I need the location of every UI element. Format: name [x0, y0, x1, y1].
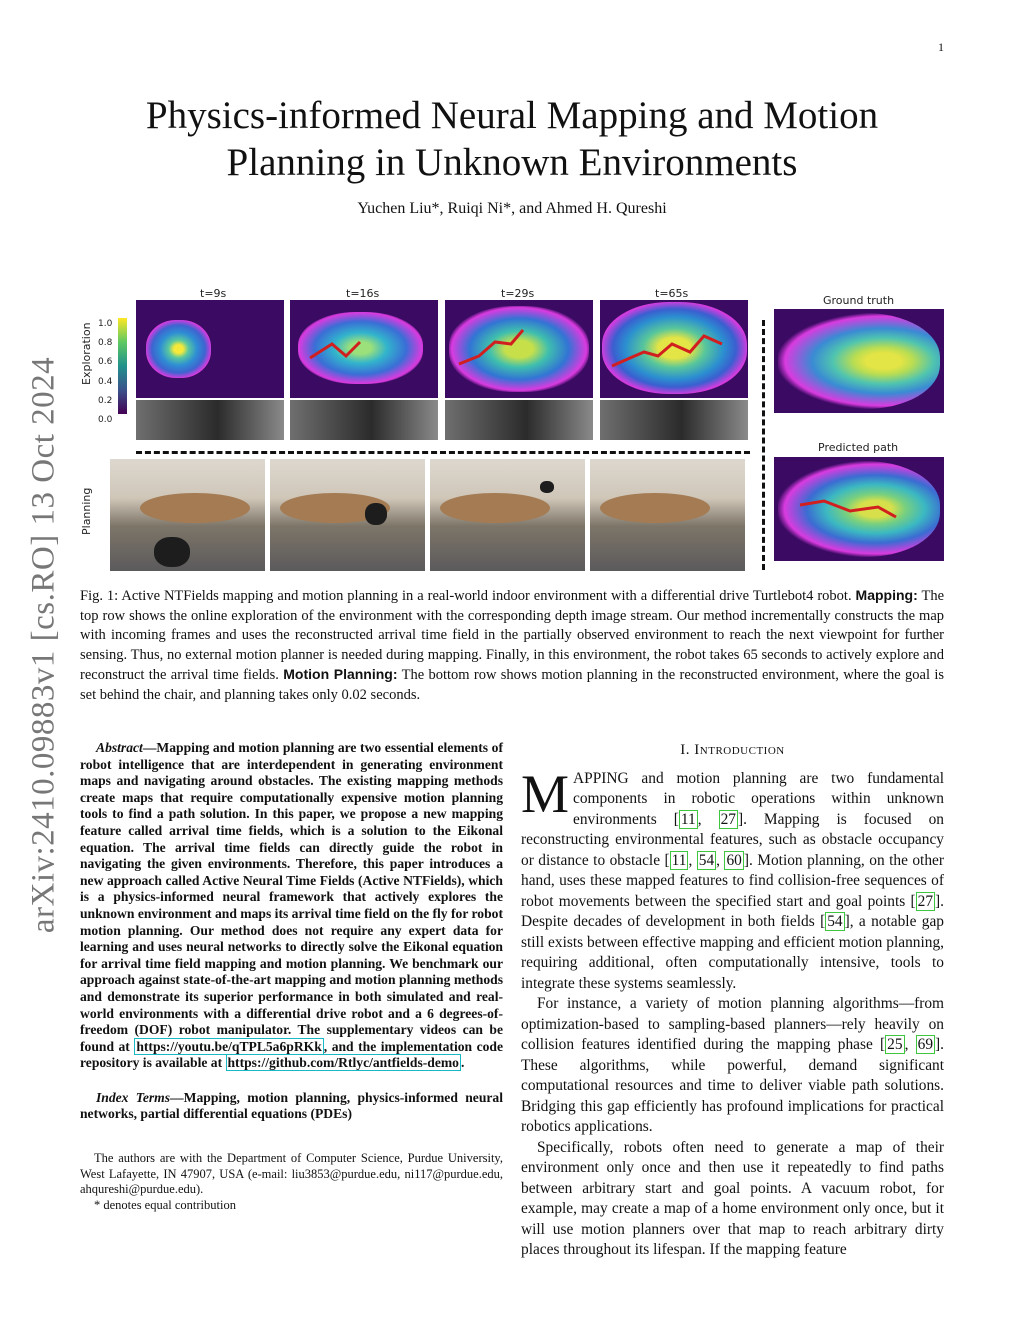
exploration-map-16s	[290, 300, 438, 398]
time-label-16s: t=16s	[346, 287, 380, 300]
index-terms-label: Index Terms	[96, 1089, 171, 1105]
predicted-path-label: Predicted path	[818, 441, 899, 454]
planning-photo-4	[590, 459, 745, 571]
depth-image-16s	[290, 400, 438, 440]
intro-paragraph-3: Specifically, robots often need to generate a map of their environment only once and then use it repeatedly to find paths between arbitrary start and goal points. A vacuum robot, for example, may create a map of a home environment only once, but it will use motion planners over that map to reach arbitrary dirty places throughout its lifespan. If the mapping feature	[521, 1138, 944, 1258]
colorbar-tick: 0.0	[98, 415, 113, 426]
text-run: ]. Motion planning, on the other hand, uses these mapped features to find collision-free sequences of robot movements between the specified start and goal points [	[521, 851, 944, 910]
colorbar-ticks	[98, 315, 112, 430]
abstract-body: —Mapping and motion planning are two essential elements of robot intelligence that are interdependent in generating environment maps and navigating around obstacles. The existing mapping methods create maps that require computationally expensive motion planning tools to find a path solution. In this paper, we propose a new mapping feature called arrival time fields, which is a solution to the Eikonal equation. The arrival time fields can directly guide the robot in navigating the given environments. Therefore, this paper introduces a new approach called Active Neural Time Fields (Active NTFields), which is a physics-informed neural framework that actively explores the unknown environment and maps its arrival time field on the fly for robot motion planning. Our method does not require any expert data for learning and uses neural networks to directly solve the Eikonal equation for arrival time field mapping and motion planning. We benchmark our approach against state-of-the-art mapping and motion planning methods and demonstrate its superior performance in both simulated and real-world environments with a differential drive robot and a 6 degrees-of-freedom (DOF) robot manipulator. The supplementary videos can be found at	[80, 740, 503, 1054]
exploration-map-9s	[136, 300, 284, 398]
intro-paragraph-1	[521, 763, 944, 995]
left-column	[80, 740, 503, 1213]
ground-truth-label: Ground truth	[823, 294, 895, 307]
figure-caption	[80, 586, 944, 705]
citation-link[interactable]: 54	[698, 851, 715, 869]
depth-image-29s	[445, 400, 593, 440]
colorbar-tick: 0.8	[98, 338, 113, 349]
citation-link[interactable]: 25	[887, 1036, 903, 1053]
paper-title: Physics-informed Neural Mapping and Motion Planning in Unknown Environments	[145, 94, 879, 184]
text-run: ,	[904, 1036, 916, 1053]
planning-row-label: Planning	[80, 487, 93, 535]
section-heading-introduction	[521, 740, 944, 761]
caption-prefix: Fig. 1: Active NTFields mapping and motion planning in a real-world indoor environment with a differential drive Turtlebot4 robot.	[80, 588, 856, 604]
right-column	[521, 740, 944, 1261]
citation-link[interactable]: 27	[917, 892, 934, 910]
text-run: ,	[716, 851, 725, 869]
abstract-mid: , and the implementation code repository is available at	[80, 1038, 504, 1071]
footnote	[80, 1151, 503, 1213]
caption-planning-text: The bottom row shows motion planning in the reconstructed environment, where the goal is set behind the chair, and planning takes only 0.02 seconds.	[80, 667, 945, 703]
citation-link[interactable]: 60	[726, 851, 742, 869]
footnote-equal-contribution: * denotes equal contribution	[94, 1197, 236, 1212]
text-run: ,	[697, 810, 719, 828]
colorbar-tick: 0.6	[98, 357, 113, 368]
figure-1	[80, 285, 950, 575]
citation-link[interactable]: 69	[917, 1036, 934, 1053]
exploration-map-29s	[445, 300, 593, 398]
predicted-path-map	[774, 457, 944, 561]
text-run: ,	[688, 851, 697, 869]
caption-mapping-label: Mapping:	[855, 587, 918, 603]
text-run: APPING and motion planning are two fundamental components in robotic operations within unknown environments [	[573, 769, 944, 828]
planning-photo-3	[430, 459, 585, 571]
code-link[interactable]: https://github.com/Rtlyc/antfields-demo	[227, 1055, 459, 1071]
abstract-label: Abstract	[96, 740, 143, 755]
colorbar-tick: 0.4	[98, 376, 113, 387]
colorbar	[118, 318, 127, 414]
abstract	[80, 740, 503, 1072]
video-link[interactable]: https://youtu.be/qTPL5a6pRKk	[136, 1038, 322, 1054]
ground-truth-map	[774, 309, 944, 413]
colorbar-tick: 0.2	[98, 395, 113, 406]
time-label-29s: t=29s	[501, 287, 535, 300]
abstract-end: .	[460, 1055, 465, 1071]
citation-link[interactable]: 27	[720, 810, 736, 828]
intro-paragraph-2	[521, 994, 944, 1138]
section-number: I.	[680, 742, 691, 758]
text-run: ]. Mapping is focused on reconstructing environmental features, such as obstacle occupancy or distance to obstacle [	[521, 810, 944, 869]
depth-image-65s	[600, 400, 748, 440]
exploration-row-label: Exploration	[80, 322, 93, 385]
time-label-9s: t=9s	[200, 287, 227, 300]
citation-link[interactable]: 11	[680, 810, 696, 828]
planning-photo-1	[110, 459, 265, 571]
citation-link[interactable]: 11	[671, 851, 687, 869]
time-label-65s: t=65s	[655, 287, 689, 300]
index-terms-body: —Mapping, motion planning, physics-informed neural networks, partial differential equations (PDEs)	[80, 1089, 503, 1122]
colorbar-tick: 1.0	[98, 319, 113, 329]
index-terms	[80, 1090, 503, 1123]
section-title: Introduction	[694, 742, 785, 758]
row-separator	[136, 451, 750, 454]
arxiv-id: arXiv:2410.09883v1 [cs.RO] 13 Oct 2024	[25, 356, 62, 934]
text-run: ], a notable gap still exists between effective mapping and efficient motion planning, requiring additional, often computationally intensive, tools to integrate these systems seamlessly.	[521, 913, 944, 992]
planning-photo-2	[270, 459, 425, 571]
text-run: ]. Despite decades of development in both fields [	[521, 892, 944, 930]
citation-link[interactable]: 54	[827, 913, 843, 930]
drop-cap: M	[521, 763, 570, 824]
footnote-affiliation: The authors are with the Department of Computer Science, Purdue University, West Lafayette, IN 47907, USA (e-mail: liu3853@purdue.edu, ni117@purdue.edu, ahqureshi@purdue.edu).	[80, 1151, 503, 1197]
caption-mapping-text: The top row shows the online exploration of the environment with the corresponding depth image stream. Our method incrementally constructs the map with incoming frames and uses the reconstructed arrival time field in the partially observed environment to reach the next viewpoint for further sensing. Thus, no external motion planner is needed during mapping. Finally, in this environment, the robot takes 65 seconds to actively explore and reconstruct the arrival time fields.	[80, 588, 944, 683]
exploration-map-65s	[600, 300, 748, 398]
page-number: 1	[938, 40, 944, 54]
text-run: ]. These algorithms, while powerful, demand significant computational resources and time to deliver viable path solutions. Bridging this gap efficiently has profound implications for practical robotics applications.	[521, 1036, 944, 1135]
column-separator	[762, 320, 765, 570]
caption-planning-label: Motion Planning:	[283, 666, 398, 682]
text-run: For instance, a variety of motion planning algorithms—from optimization-based to sampling-based planners—rely heavily on collision features identified during the mapping phase [	[521, 995, 944, 1053]
depth-image-9s	[136, 400, 284, 440]
author-list: Yuchen Liu*, Ruiqi Ni*, and Ahmed H. Qureshi	[357, 200, 667, 217]
